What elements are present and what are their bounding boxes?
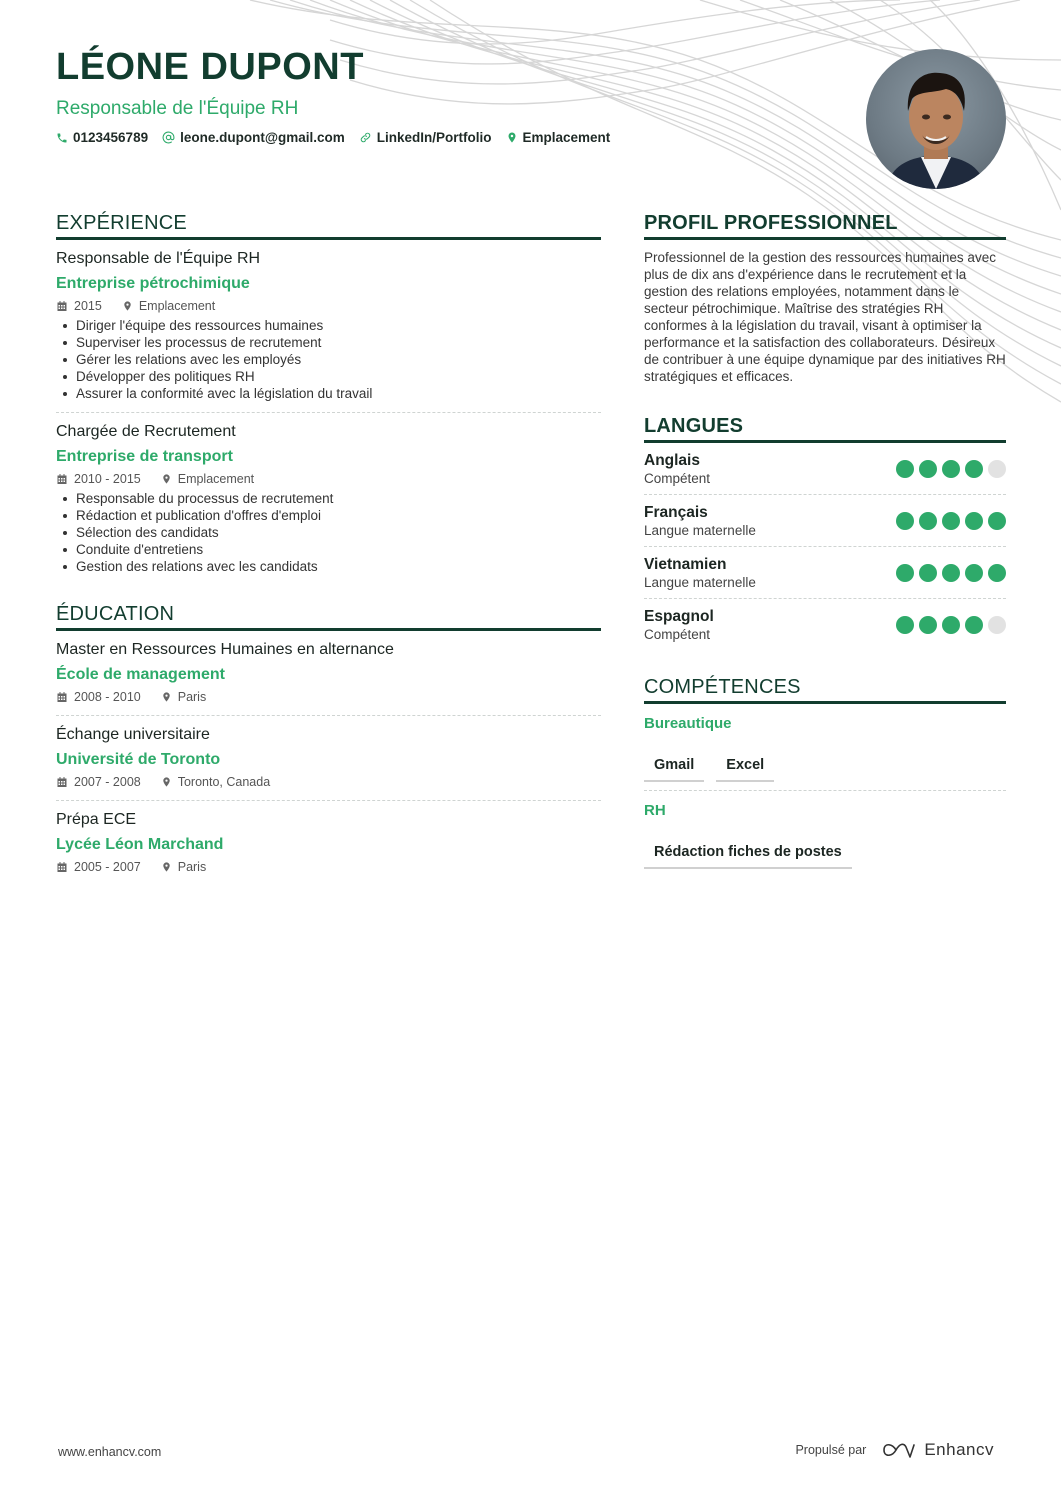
phone-text: 0123456789 [73, 130, 149, 145]
footer-branding [795, 1440, 994, 1460]
contact-link[interactable] [359, 130, 492, 145]
language-rating [896, 616, 1006, 634]
job-role: Responsable de l'Équipe RH [56, 250, 261, 267]
bullet-item: Diriger l'équipe des ressources humaines [56, 317, 601, 334]
skill-group [644, 791, 1006, 877]
experience-entry [56, 413, 601, 585]
phone-icon [56, 132, 68, 144]
skills-heading: COMPÉTENCES [644, 674, 1006, 704]
language-level: Compétent [644, 471, 711, 486]
job-dates: 2015 [74, 299, 102, 313]
candidate-name: LÉONE DUPONT [56, 46, 364, 88]
contact-email[interactable] [162, 130, 345, 145]
location-icon [122, 300, 133, 312]
location-icon [161, 473, 172, 485]
school: Lycée Léon Marchand [56, 836, 224, 853]
language-level: Langue maternelle [644, 523, 756, 538]
contact-location [506, 130, 611, 145]
education-section [56, 601, 601, 885]
rating-dot-filled [896, 564, 914, 582]
bullet-item: Sélection des candidats [56, 524, 601, 541]
bullet-item: Gérer les relations avec les employés [56, 351, 601, 368]
education-location: Paris [177, 860, 207, 874]
location-icon [161, 861, 172, 873]
job-role: Chargée de Recrutement [56, 423, 236, 440]
education-meta [56, 689, 601, 705]
education-entry [56, 716, 601, 801]
rating-dot-filled [965, 460, 983, 478]
rating-dot-filled [919, 564, 937, 582]
rating-dot-filled [919, 512, 937, 530]
skill-tag: Excel [716, 756, 774, 782]
education-location: Paris [177, 690, 207, 704]
experience-heading: EXPÉRIENCE [56, 210, 601, 240]
location-icon [506, 131, 518, 144]
calendar-icon [56, 691, 68, 703]
calendar-icon [56, 473, 68, 485]
education-entry [56, 631, 601, 716]
location-icon [161, 691, 172, 703]
skills-section [644, 674, 1006, 877]
rating-dot-filled [965, 616, 983, 634]
rating-dot-filled [896, 512, 914, 530]
rating-dot-filled [919, 460, 937, 478]
experience-entry [56, 240, 601, 413]
bullet-item: Assurer la conformité avec la législation du travail [56, 385, 601, 402]
bullet-item: Rédaction et publication d'offres d'emploi [56, 507, 601, 524]
footer-website[interactable]: www.enhancv.com [58, 1445, 162, 1459]
education-heading: ÉDUCATION [56, 601, 601, 631]
location-text: Emplacement [522, 130, 611, 145]
language-name: Français [644, 504, 708, 521]
rating-dot-filled [942, 564, 960, 582]
education-dates: 2007 - 2008 [74, 775, 141, 789]
degree: Prépa ECE [56, 811, 137, 828]
skill-group [644, 704, 1006, 791]
calendar-icon [56, 300, 68, 312]
profile-section [644, 210, 1006, 385]
job-bullets [56, 317, 601, 402]
language-item [644, 547, 1006, 599]
contact-phone[interactable] [56, 130, 148, 145]
rating-dot-filled [965, 512, 983, 530]
education-location: Toronto, Canada [177, 775, 271, 789]
bullet-item: Responsable du processus de recrutement [56, 490, 601, 507]
link-text: LinkedIn/Portfolio [376, 130, 492, 145]
languages-section [644, 413, 1006, 650]
candidate-title: Responsable de l'Équipe RH [56, 98, 299, 119]
degree: Échange universitaire [56, 726, 210, 743]
calendar-icon [56, 861, 68, 873]
rating-dot-filled [919, 616, 937, 634]
rating-dot-filled [942, 460, 960, 478]
language-level: Langue maternelle [644, 575, 756, 590]
rating-dot-filled [896, 616, 914, 634]
bullet-item: Développer des politiques RH [56, 368, 601, 385]
skill-tag: Rédaction fiches de postes [644, 843, 852, 869]
languages-heading: LANGUES [644, 413, 1006, 443]
rating-dot-filled [988, 564, 1006, 582]
education-meta [56, 774, 601, 790]
contact-bar [56, 130, 836, 145]
right-column [644, 210, 1006, 877]
job-dates: 2010 - 2015 [74, 472, 141, 486]
job-bullets [56, 490, 601, 575]
enhancv-logo-icon [882, 1441, 916, 1459]
skill-tag: Gmail [644, 756, 704, 782]
job-meta [56, 298, 601, 314]
brand-name: Enhancv [924, 1440, 994, 1459]
language-rating [896, 564, 1006, 582]
school: Université de Toronto [56, 751, 221, 768]
profile-heading: PROFIL PROFESSIONNEL [644, 210, 1006, 240]
email-text: leone.dupont@gmail.com [180, 130, 345, 145]
language-level: Compétent [644, 627, 711, 642]
language-item [644, 443, 1006, 495]
powered-by-label: Propulsé par [795, 1443, 867, 1457]
experience-section [56, 210, 601, 585]
rating-dot-filled [965, 564, 983, 582]
avatar-portrait-icon [866, 49, 1006, 189]
skill-category: Bureautique [644, 715, 732, 732]
rating-dot-filled [896, 460, 914, 478]
job-location: Emplacement [177, 472, 255, 486]
resume-header [56, 46, 836, 145]
calendar-icon [56, 776, 68, 788]
link-icon [359, 131, 372, 144]
rating-dot-empty [988, 460, 1006, 478]
language-name: Espagnol [644, 608, 714, 625]
rating-dot-filled [988, 512, 1006, 530]
language-item [644, 599, 1006, 650]
bullet-item: Gestion des relations avec les candidats [56, 558, 601, 575]
profile-photo [866, 49, 1006, 189]
language-name: Anglais [644, 452, 700, 469]
skill-tags [644, 756, 1006, 782]
language-name: Vietnamien [644, 556, 727, 573]
school: École de management [56, 666, 225, 683]
rating-dot-filled [942, 512, 960, 530]
education-dates: 2005 - 2007 [74, 860, 141, 874]
at-icon [162, 131, 175, 144]
education-meta [56, 859, 601, 875]
location-icon [161, 776, 172, 788]
degree: Master en Ressources Humaines en alternance [56, 641, 394, 658]
job-location: Emplacement [138, 299, 216, 313]
rating-dot-empty [988, 616, 1006, 634]
education-entry [56, 801, 601, 885]
bullet-item: Superviser les processus de recrutement [56, 334, 601, 351]
job-company: Entreprise pétrochimique [56, 275, 250, 292]
job-meta [56, 471, 601, 487]
skill-category: RH [644, 802, 666, 819]
job-company: Entreprise de transport [56, 448, 233, 465]
bullet-item: Conduite d'entretiens [56, 541, 601, 558]
left-column [56, 210, 601, 885]
education-dates: 2008 - 2010 [74, 690, 141, 704]
rating-dot-filled [942, 616, 960, 634]
language-rating [896, 460, 1006, 478]
language-item [644, 495, 1006, 547]
profile-summary: Professionnel de la gestion des ressources humaines avec plus de dix ans d'expérience dans le recrutement et la gestion des relations employées, notamment dans le secteur pétrochimique. Maîtrise des stratégies RH conformes à la législation du travail, visant à optimiser la performance et la satisfaction des collaborateurs. Désireux de contribuer à une équipe dynamique par des initiatives RH stratégiques et efficaces. [644, 250, 1006, 384]
enhancv-brand[interactable] [882, 1440, 994, 1460]
language-rating [896, 512, 1006, 530]
skill-tags [644, 843, 1006, 869]
